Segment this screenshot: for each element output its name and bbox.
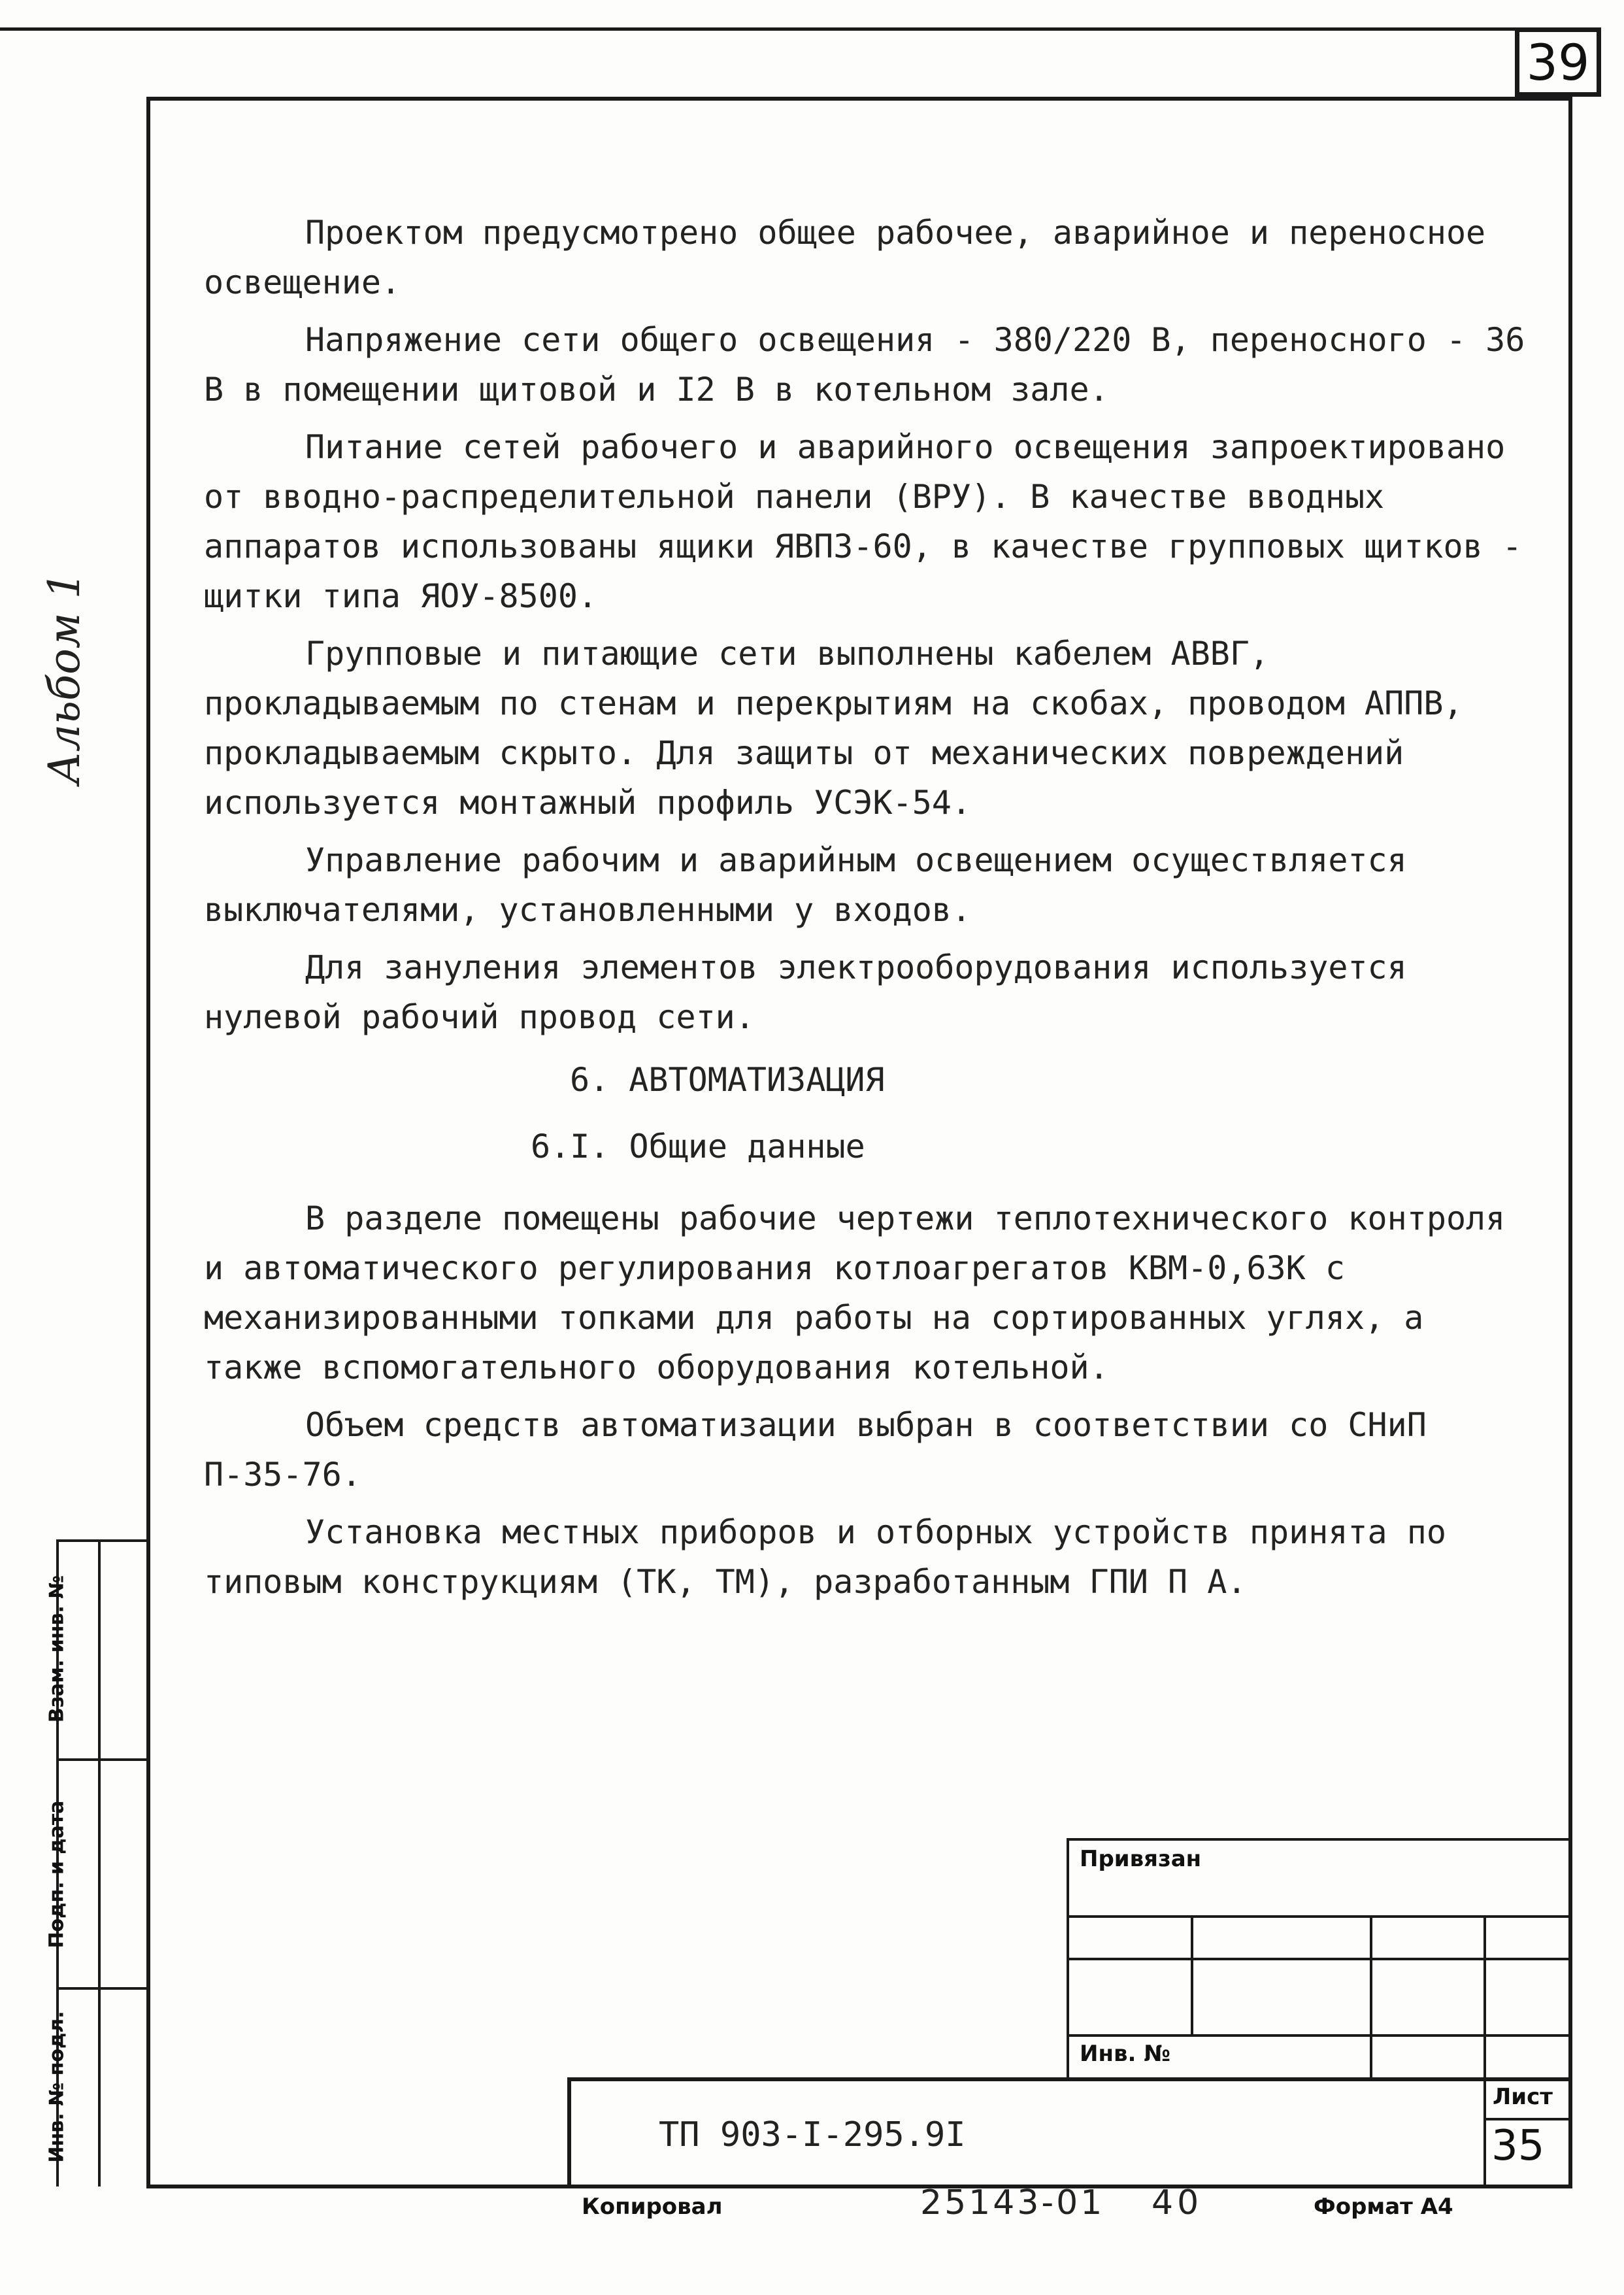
stamp-vzam-inv: Взам. инв. №: [45, 1575, 69, 1723]
document-body: [204, 208, 1537, 1615]
format-label: Формат А4: [1314, 2194, 1453, 2220]
paragraph-lighting-types: Проектом предусмотрено общее рабочее, аварийное и переносное освещение.: [204, 214, 1486, 301]
section-heading: 6. АВТОМАТИЗАЦИЯ: [570, 1061, 885, 1099]
inv-no-label: Инв. №: [1080, 2041, 1171, 2067]
copy-number: 40: [1152, 2183, 1203, 2222]
subsection-heading: 6.I. Общие данные: [531, 1128, 865, 1165]
frame-top: [146, 97, 1571, 101]
paragraph-control: Управление рабочим и аварийным освещением осуществляется выключателями, установленными у входов.: [204, 841, 1407, 929]
list-label: Лист: [1493, 2084, 1553, 2110]
paragraph-voltage: Напряжение сети общего освещения - 380/220 В, переносного - 36 В в помещении щитовой и I2 В в котельном зале.: [204, 321, 1525, 409]
kopiroval-label: Копировал: [582, 2194, 723, 2220]
paragraph-automation-scope: Объем средств автоматизации выбран в соответствии со СНиП П-35-76.: [204, 1406, 1427, 1494]
album-label: Альбом 1: [39, 571, 90, 784]
paragraph-grounding: Для зануления элементов электрооборудования используется нулевой рабочий провод сети.: [204, 948, 1407, 1036]
frame-bottom: [146, 2185, 1572, 2188]
stamp-inv-podl: Инв. № подл.: [45, 2011, 69, 2163]
paragraph-power-supply: Питание сетей рабочего и аварийного освещения запроектировано от вводно-распределительной панели (ВРУ). В качестве вводных аппаратов использованы ящики ЯВПЗ-60, в качестве групповых щитков - щитки типа ЯОУ-8500.: [204, 428, 1522, 615]
frame-right: [1568, 97, 1572, 2188]
paragraph-drawings: В разделе помещены рабочие чертежи теплотехнического контроля и автоматического регулирования котлоагрегатов КВМ-0,63К с механизированными топками для работы на сортированных углях, а также вспомогательного оборудования котельной.: [204, 1199, 1506, 1386]
paragraph-instruments: Установка местных приборов и отборных устройств принята по типовым конструкциям (ТК, ТМ), разработанным ГПИ П А.: [204, 1513, 1446, 1601]
list-number: 35: [1491, 2122, 1545, 2170]
order-number: 25143-01: [920, 2183, 1105, 2222]
document-code: ТП 903-I-295.9I: [659, 2115, 966, 2154]
paragraph-networks: Групповые и питающие сети выполнены кабелем АВВГ, прокладываемым по стенам и перекрытиям на скобах, проводом АППВ, прокладываемым скрыто. Для защиты от механических повреждений используется монтажный профиль УСЭК-54.: [204, 635, 1463, 822]
sheet-number-top: 39: [1515, 27, 1601, 97]
frame-left: [146, 97, 150, 2188]
stamp-podp-data: Подп. и дата: [45, 1800, 69, 1949]
privyazan-label: Привязан: [1080, 1846, 1202, 1872]
